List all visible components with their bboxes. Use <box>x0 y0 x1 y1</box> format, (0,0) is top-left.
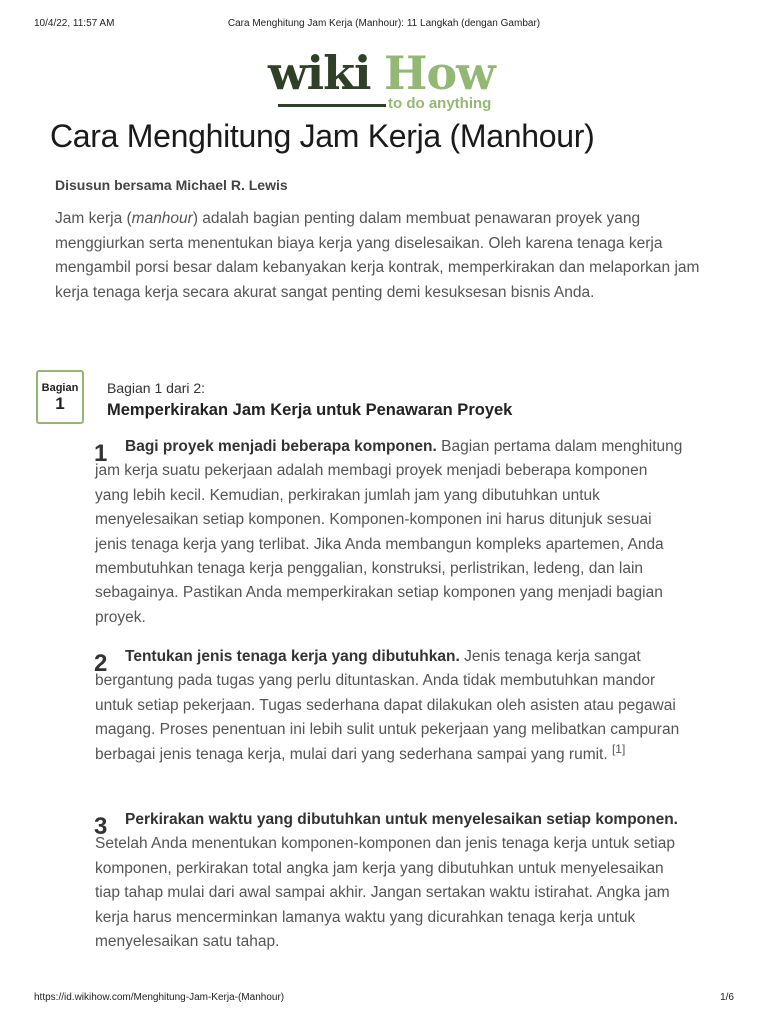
logo-underline <box>278 104 386 107</box>
part-title: Memperkirakan Jam Kerja untuk Penawaran Proyek <box>107 401 513 419</box>
article-byline: Disusun bersama Michael R. Lewis <box>55 177 288 193</box>
intro-rest: ) adalah bagian penting dalam membuat penawaran proyek yang menggiurkan serta menentukan biaya kerja yang diselesaikan. Oleh karena tenaga kerja mengambil porsi besar dalam kebanyakan kerja kontrak, memperkirakan dan melaporkan jam kerja tenaga kerja secara akurat sangat penting demi kesuksesan bisnis Anda. <box>55 210 700 302</box>
logo-wiki-text: wiki <box>268 46 371 100</box>
part-badge-word: Bagian <box>41 382 79 394</box>
step-3-heading: Perkirakan waktu yang dibutuhkan untuk menyelesaikan setiap komponen. <box>125 811 678 828</box>
step-text-2 <box>95 645 685 767</box>
part-subtitle: Bagian 1 dari 2: <box>107 380 206 396</box>
print-page-number: 1/6 <box>720 992 734 1003</box>
step-number-1: 1 <box>94 440 108 467</box>
print-datetime: 10/4/22, 11:57 AM <box>34 18 115 29</box>
print-page-title: Cara Menghitung Jam Kerja (Manhour): 11 Langkah (dengan Gambar) <box>227 18 541 29</box>
article-intro <box>55 207 715 306</box>
step-1-heading: Bagi proyek menjadi beberapa komponen. <box>125 438 437 455</box>
print-footer <box>34 992 734 1006</box>
print-url: https://id.wikihow.com/Menghitung-Jam-Kerja-(Manhour) <box>34 992 285 1003</box>
step-2-body: Jenis tenaga kerja sangat bergantung pada tugas yang perlu dituntaskan. Anda tidak membutuhkan mandor untuk setiap pekerjaan. Tugas sederhana dapat dilakukan oleh asisten atau pegawai magang. Proses penentuan ini lebih sulit untuk pekerjaan yang melibatkan campuran berbagai jenis tenaga kerja, mulai dari yang sederhana sampai yang rumit. <box>95 648 680 763</box>
wikihow-logo[interactable] <box>268 46 508 116</box>
step-text-1 <box>95 435 685 630</box>
intro-italic-term: manhour <box>131 210 193 227</box>
step-number-2: 2 <box>94 650 108 677</box>
step-text-3 <box>95 808 685 954</box>
intro-prefix: Jam kerja ( <box>55 210 132 227</box>
logo-tagline: to do anything <box>388 95 492 112</box>
logo-how-text: How <box>384 46 495 100</box>
part-badge-number: 1 <box>55 394 65 413</box>
step-2-heading: Tentukan jenis tenaga kerja yang dibutuhkan. <box>125 648 460 665</box>
print-header <box>34 18 734 32</box>
step-number-3: 3 <box>94 813 108 840</box>
step-1-body: Bagian pertama dalam menghitung jam kerja suatu pekerjaan adalah membagi proyek menjadi beberapa komponen yang lebih kecil. Kemudian, perkirakan jumlah jam yang dibutuhkan untuk menyelesaikan setiap komponen. Komponen-komponen ini harus ditunjuk sesuai jenis tenaga kerja yang terlibat. Jika Anda membangun kompleks apartemen, Anda membutuhkan tenaga kerja penggalian, konstruksi, perlistrikan, ledeng, dan lain sebagainya. Pastikan Anda memperkirakan setiap komponen yang menjadi bagian proyek. <box>95 438 683 626</box>
step-2-reference-link[interactable]: [1] <box>611 741 626 756</box>
article-title: Cara Menghitung Jam Kerja (Manhour) <box>50 118 595 154</box>
part-badge <box>36 370 84 424</box>
step-3-body: Setelah Anda menentukan komponen-komponen dan jenis tenaga kerja untuk setiap komponen, perkirakan total angka jam kerja yang dibutuhkan untuk menyelesaikan tiap tahap mulai dari awal sampai akhir. Jangan sertakan waktu istirahat. Angka jam kerja harus mencerminkan lamanya waktu yang dicurahkan tenaga kerja untuk menyelesaikan satu tahap. <box>95 835 675 951</box>
